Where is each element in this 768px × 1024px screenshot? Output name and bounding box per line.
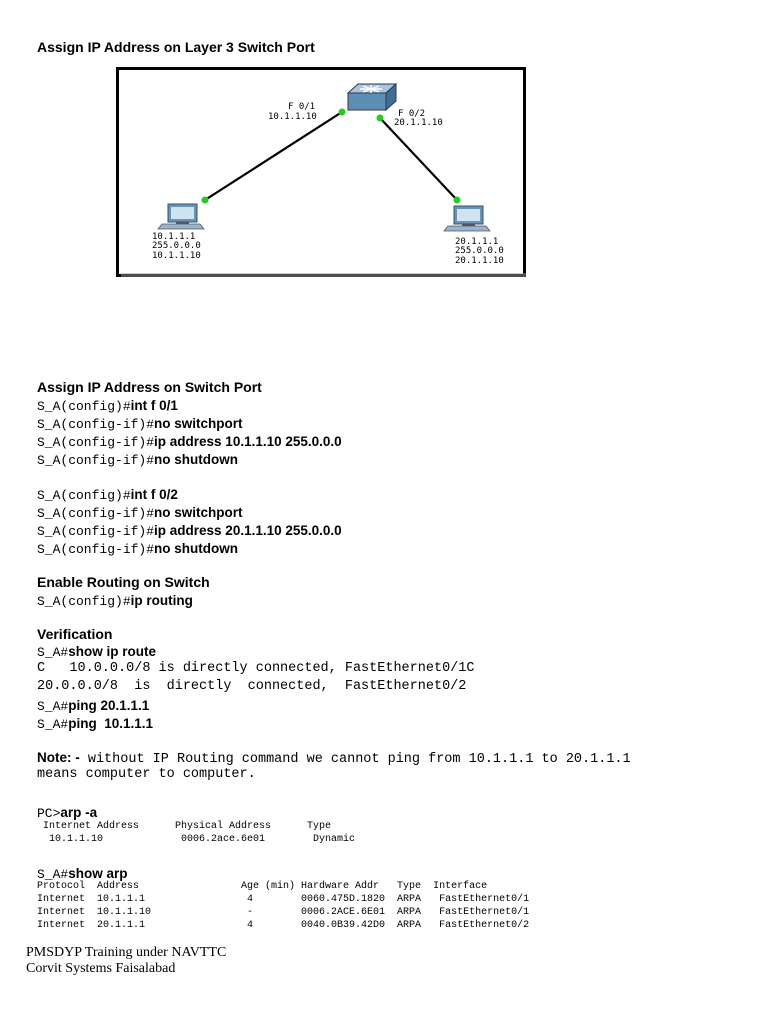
command-line: S_A(config-if)#no switchport	[37, 416, 243, 432]
command-line: S_A(config-if)#ip address 10.1.1.10 255.0.0.0	[37, 434, 342, 450]
note-label: Note: -	[37, 750, 80, 765]
note-paragraph	[37, 750, 631, 767]
command-line: S_A(config)#int f 0/1	[37, 398, 178, 414]
route-output-line: C 10.0.0.0/8 is directly connected, FastEthernet0/1C	[37, 661, 475, 676]
arp-table-header: Protocol Address Age (min) Hardware Addr Type Interface	[37, 881, 488, 892]
left-port-ip: 10.1.1.10	[268, 112, 317, 122]
port-light-icon	[202, 197, 209, 204]
command-line: S_A(config-if)#no switchport	[37, 505, 243, 521]
port-light-icon	[377, 115, 384, 122]
pc2-ip: 20.1.1.1	[455, 237, 499, 247]
right-port-ip: 20.1.1.10	[394, 118, 443, 128]
command-line: S_A#show arp	[37, 866, 128, 882]
command-line: PC>arp -a	[37, 805, 98, 821]
command-line: S_A#ping 20.1.1.1	[37, 698, 150, 714]
pc1-mask: 255.0.0.0	[152, 241, 201, 251]
command-line: S_A(config)#ip routing	[37, 593, 193, 609]
command-line: S_A(config-if)#ip address 20.1.1.10 255.0.0.0	[37, 523, 342, 539]
note-text-continued: means computer to computer.	[37, 767, 256, 782]
arp-table-row: Internet 20.1.1.1 4 0040.0B39.42D0 ARPA FastEthernet0/2	[37, 920, 530, 931]
arp-table-row: Internet 10.1.1.10 - 0006.2ACE.6E01 ARPA FastEthernet0/1	[37, 907, 530, 918]
port-light-icon	[339, 109, 346, 116]
left-port-label: F 0/1	[288, 102, 316, 112]
arp-table-row: Internet 10.1.1.1 4 0060.475D.1820 ARPA FastEthernet0/1	[37, 894, 530, 905]
command-line: S_A#ping 10.1.1.1	[37, 716, 154, 732]
port-light-icon	[454, 197, 461, 204]
pc1-ip: 10.1.1.1	[152, 232, 196, 242]
network-diagram	[116, 67, 526, 279]
arp-table-header: Internet Address Physical Address Type	[37, 821, 332, 832]
route-output-line: 20.0.0.0/8 is directly connected, FastEthernet0/2	[37, 679, 467, 694]
note-text: without IP Routing command we cannot ping from 10.1.1.1 to 20.1.1.1	[79, 752, 631, 767]
command-line: S_A(config)#int f 0/2	[37, 487, 178, 503]
right-port-label: F 0/2	[398, 109, 426, 119]
pc2-mask: 255.0.0.0	[455, 246, 504, 256]
pc1-gateway: 10.1.1.10	[152, 251, 201, 261]
footer-line: PMSDYP Training under NAVTTC	[26, 945, 227, 960]
page-title: Assign IP Address on Layer 3 Switch Port	[37, 39, 315, 55]
footer-line: Corvit Systems Faisalabad	[26, 961, 176, 976]
pc2-gateway: 20.1.1.10	[455, 256, 504, 266]
arp-table-row: 10.1.1.10 0006.2ace.6e01 Dynamic	[37, 834, 356, 845]
command-line: S_A(config-if)#no shutdown	[37, 541, 239, 557]
section-heading-routing: Enable Routing on Switch	[37, 574, 210, 590]
command-line: S_A(config-if)#no shutdown	[37, 452, 239, 468]
command-line: S_A#show ip route	[37, 644, 156, 660]
layer3-switch-icon	[348, 84, 396, 110]
section-heading-verification: Verification	[37, 626, 113, 642]
section-heading-assign: Assign IP Address on Switch Port	[37, 379, 262, 395]
